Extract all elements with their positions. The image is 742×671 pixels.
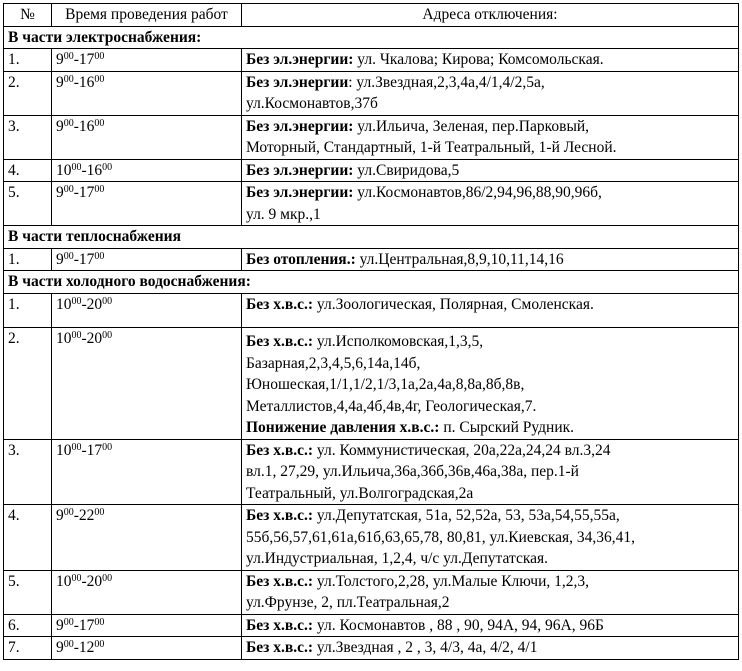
row-number: 1. xyxy=(4,293,52,328)
time-end-minutes: 00 xyxy=(102,441,113,453)
address-text: ул.Центральная,8,9,10,11,14,16 xyxy=(355,250,564,268)
address-text: ул.Фрунзе, 2, пл.Театральная,2 xyxy=(246,594,450,611)
header-num: № xyxy=(4,4,52,27)
table-row xyxy=(4,182,739,226)
address-text: ул.Исполкомовская,1,3,5, xyxy=(313,333,484,350)
time-start-minutes: 00 xyxy=(71,441,82,453)
address-text: ул. Коммунистическая, 20а,22а,24,24 вл.3,24 xyxy=(313,441,611,459)
row-time: $9^{00}-17^{00}$ xyxy=(52,49,242,72)
row-time: $9^{00}-12^{00}$ xyxy=(52,637,242,660)
time-start-minutes: 00 xyxy=(63,184,74,195)
address-text: Базарная,2,3,4,5,6,14а,14б, xyxy=(246,354,421,372)
table-row xyxy=(4,248,739,271)
row-number: 5. xyxy=(4,570,52,614)
time-start-minutes: 00 xyxy=(63,73,74,85)
row-addresses xyxy=(242,614,739,637)
outage-type: Без х.в.с.: xyxy=(246,507,314,524)
row-number: 3. xyxy=(4,439,52,505)
address-text: п. Сырский Рудник. xyxy=(439,419,575,436)
table-row xyxy=(4,49,739,72)
row-number: 7. xyxy=(4,637,52,660)
row-addresses xyxy=(242,439,739,505)
time-start-minutes: 00 xyxy=(63,639,74,650)
row-time: $10^{00}-20^{00}$ xyxy=(52,570,242,614)
section-row xyxy=(4,226,739,249)
row-addresses xyxy=(242,328,739,440)
row-number: 4. xyxy=(4,159,52,182)
address-text: ул.Свиридова,5 xyxy=(353,161,460,179)
outage-type: Без х.в.с.: xyxy=(246,333,314,350)
outage-type: Без эл.энергии xyxy=(246,73,349,91)
outage-type: Без эл.энергии: xyxy=(246,161,354,179)
row-addresses xyxy=(242,115,739,159)
section-title: В части теплоснабжения xyxy=(4,226,739,249)
outage-type: Без эл.энергии: xyxy=(246,184,354,201)
address-text: Металлистов,4,4а,4б,4в,4г, Геологическая,7. xyxy=(246,397,537,415)
row-addresses xyxy=(242,293,739,328)
table-row xyxy=(4,71,739,115)
row-number: 2. xyxy=(4,328,52,440)
table-row xyxy=(4,293,739,328)
table-row xyxy=(4,328,739,440)
address-text: ул.Космонавтов,37б xyxy=(246,95,378,112)
time-start-minutes: 00 xyxy=(71,295,82,307)
row-number: 6. xyxy=(4,614,52,637)
row-number: 5. xyxy=(4,182,52,226)
time-end-minutes: 00 xyxy=(94,51,105,62)
address-text: : ул.Звездная,2,3,4а,4/1,4/2,5а, xyxy=(348,73,545,91)
outage-type: Без отопления.: xyxy=(246,250,356,268)
table-row xyxy=(4,159,739,182)
outage-table xyxy=(3,3,739,660)
time-end-minutes: 00 xyxy=(94,117,105,129)
time-start-minutes: 00 xyxy=(71,330,82,341)
time-start-minutes: 00 xyxy=(63,117,74,129)
address-text: ул.Космонавтов,86/2,94,96,88,90,96б, xyxy=(353,184,602,201)
table-row xyxy=(4,637,739,660)
table-row xyxy=(4,439,739,505)
table-row xyxy=(4,614,739,637)
section-row xyxy=(4,26,739,49)
address-text: ул.Индустриальная, 1,2,4, ч/с ул.Депутатская. xyxy=(246,550,549,567)
time-start-minutes: 00 xyxy=(63,507,74,518)
address-text: ул. 9 мкр.,1 xyxy=(246,205,321,223)
address-text: ул. Космонавтов , 88 , 90, 94А, 94, 96А, 96Б xyxy=(313,616,604,634)
address-text: Моторный, Стандартный, 1-й Театральный, 1-й Лесной. xyxy=(246,139,617,156)
row-time: $9^{00}-17^{00}$ xyxy=(52,614,242,637)
row-time: $10^{00}-17^{00}$ xyxy=(52,439,242,505)
row-number: 4. xyxy=(4,505,52,571)
outage-type: Понижение давления х.в.с.: xyxy=(246,419,440,436)
row-addresses xyxy=(242,505,739,571)
row-number: 1. xyxy=(4,248,52,271)
time-start-minutes: 00 xyxy=(63,616,74,628)
row-time: $9^{00}-16^{00}$ xyxy=(52,71,242,115)
outage-type: Без х.в.с.: xyxy=(246,441,314,459)
time-start-minutes: 00 xyxy=(63,250,74,262)
address-text: Театральный, ул.Волгоградская,2а xyxy=(246,484,474,502)
section-title: В части холодного водоснабжения: xyxy=(4,271,739,294)
table-row xyxy=(4,570,739,614)
time-end-minutes: 00 xyxy=(102,161,113,173)
time-end-minutes: 00 xyxy=(94,73,105,85)
section-row xyxy=(4,271,739,294)
table-row xyxy=(4,115,739,159)
outage-type: Без х.в.с.: xyxy=(246,616,314,634)
header-row xyxy=(4,4,739,27)
section-title: В части электроснабжения: xyxy=(4,26,739,49)
header-time: Время проведения работ xyxy=(52,4,242,27)
row-time: $10^{00}-16^{00}$ xyxy=(52,159,242,182)
outage-type: Без эл.энергии: xyxy=(246,51,354,68)
address-text: вл.1, 27,29, ул.Ильича,36а,36б,36в,46а,38а, пер.1-й xyxy=(246,463,579,480)
time-start-minutes: 00 xyxy=(71,161,82,173)
address-text: ул.Звездная , 2 , 3, 4/3, 4а, 4/2, 4/1 xyxy=(313,639,538,656)
time-end-minutes: 00 xyxy=(102,330,113,341)
row-addresses xyxy=(242,159,739,182)
time-end-minutes: 00 xyxy=(94,507,105,518)
row-addresses xyxy=(242,570,739,614)
address-text: ул.Зоологическая, Полярная, Смоленская. xyxy=(313,295,594,313)
address-text: 55б,56,57,61,61а,61б,63,65,78, 80,81, ул.Киевская, 34,36,41, xyxy=(246,528,636,546)
row-time: $10^{00}-20^{00}$ xyxy=(52,328,242,440)
address-text: Юношеская,1/1,1/2,1/3,1а,2а,4а,8,8а,8б,8в, xyxy=(246,376,525,393)
outage-type: Без эл.энергии: xyxy=(246,117,354,135)
row-number: 1. xyxy=(4,49,52,72)
time-start-minutes: 00 xyxy=(71,572,82,584)
header-addresses: Адреса отключения: xyxy=(242,4,739,27)
outage-type: Без х.в.с.: xyxy=(246,572,314,590)
row-time: $9^{00}-22^{00}$ xyxy=(52,505,242,571)
outage-type: Без х.в.с.: xyxy=(246,639,314,656)
time-end-minutes: 00 xyxy=(102,295,113,307)
time-end-minutes: 00 xyxy=(94,250,105,262)
table-row xyxy=(4,505,739,571)
row-addresses xyxy=(242,182,739,226)
row-time: $9^{00}-17^{00}$ xyxy=(52,248,242,271)
time-end-minutes: 00 xyxy=(94,616,105,628)
row-addresses xyxy=(242,248,739,271)
row-addresses xyxy=(242,71,739,115)
row-time: $9^{00}-16^{00}$ xyxy=(52,115,242,159)
row-addresses xyxy=(242,637,739,660)
address-text: ул.Депутатская, 51а, 52,52а, 53, 53а,54,55,55а, xyxy=(313,507,620,524)
row-number: 3. xyxy=(4,115,52,159)
address-text: ул.Толстого,2,28, ул.Малые Ключи, 1,2,3, xyxy=(313,572,589,590)
row-number: 2. xyxy=(4,71,52,115)
time-end-minutes: 00 xyxy=(94,639,105,650)
outage-table-body xyxy=(4,4,739,660)
outage-type: Без х.в.с.: xyxy=(246,295,314,313)
time-start-minutes: 00 xyxy=(63,51,74,62)
time-end-minutes: 00 xyxy=(94,184,105,195)
row-time: $10^{00}-20^{00}$ xyxy=(52,293,242,328)
address-text: ул.Ильича, Зеленая, пер.Парковый, xyxy=(353,117,590,135)
time-end-minutes: 00 xyxy=(102,572,113,584)
row-addresses xyxy=(242,49,739,72)
address-text: ул. Чкалова; Кирова; Комсомольская. xyxy=(353,51,604,68)
row-time: $9^{00}-17^{00}$ xyxy=(52,182,242,226)
